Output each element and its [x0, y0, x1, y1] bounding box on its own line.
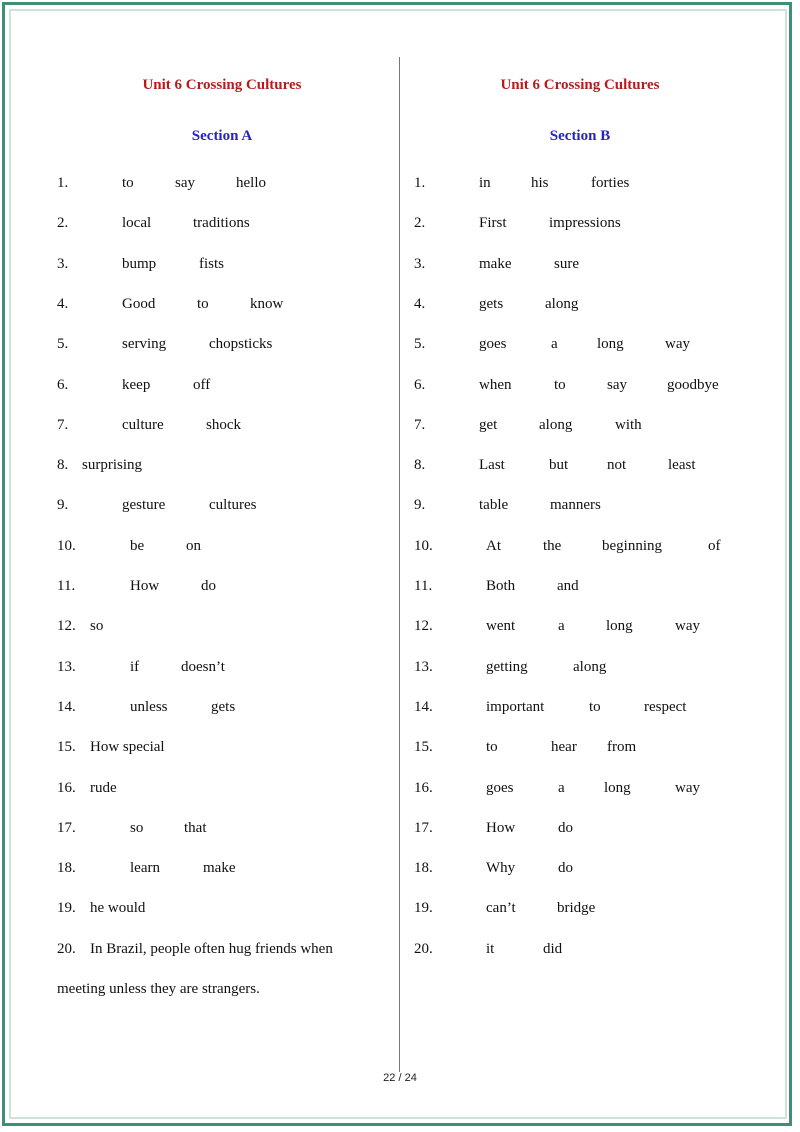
answer-number: 13. — [414, 658, 433, 675]
answer-row — [0, 938, 360, 960]
answer-word: gesture — [122, 497, 166, 514]
answer-word: rude — [90, 779, 117, 796]
unit-title-left: Unit 6 Crossing Cultures — [142, 77, 302, 93]
answer-word: goodbye — [667, 376, 719, 393]
answer-word: How special — [90, 739, 165, 756]
answer-word: sure — [554, 255, 579, 272]
answer-row — [0, 454, 360, 476]
answer-number: 14. — [57, 698, 76, 715]
answer-word: to — [589, 698, 601, 715]
answer-word: way — [665, 336, 690, 353]
answer-word: can’t — [486, 900, 516, 917]
answer-row — [0, 736, 360, 758]
section-a-title: Section A — [191, 128, 253, 144]
answer-word: along — [545, 295, 579, 312]
answer-word: long — [597, 336, 624, 353]
answer-number: 16. — [57, 779, 76, 796]
answer-number: 3. — [57, 255, 69, 272]
answer-word: goes — [479, 336, 507, 353]
answer-row — [0, 615, 360, 637]
answer-row — [357, 333, 717, 355]
answer-word: it — [486, 940, 495, 957]
answer-row — [357, 293, 717, 315]
answer-number: 18. — [57, 860, 76, 877]
answer-word: unless — [130, 698, 168, 715]
answer-row — [357, 817, 717, 839]
answer-number: 6. — [414, 376, 426, 393]
answer-number: 8. — [414, 457, 426, 474]
answer-word: so — [130, 819, 144, 836]
answer-number: 2. — [414, 215, 426, 232]
answer-word: important — [486, 698, 545, 715]
answer-number: 9. — [57, 497, 69, 514]
answer-word: How — [486, 819, 516, 836]
answer-word: know — [250, 295, 284, 312]
answer-word: chopsticks — [209, 336, 273, 353]
answer-number: 10. — [414, 537, 433, 554]
answer-row — [357, 938, 717, 960]
answer-row — [0, 333, 360, 355]
answer-word: bump — [122, 255, 157, 272]
answer-number: 18. — [414, 860, 433, 877]
answer-number: 4. — [414, 295, 426, 312]
answer-number: 9. — [414, 497, 426, 514]
answer-word: keep — [122, 376, 151, 393]
answer-row — [357, 374, 717, 396]
answer-row — [357, 777, 717, 799]
answer-word: in — [479, 175, 491, 191]
answer-word: surprising — [82, 457, 142, 474]
answer-continuation: meeting unless they are strangers. — [57, 981, 260, 997]
answer-word: did — [543, 940, 563, 957]
page-number: 22 / 24 — [383, 1072, 417, 1084]
answer-row — [0, 857, 360, 879]
answer-word: on — [186, 537, 201, 554]
unit-title-right: Unit 6 Crossing Cultures — [500, 77, 660, 93]
answer-word: learn — [130, 860, 160, 877]
answer-word: serving — [122, 336, 167, 353]
answer-word: Why — [486, 860, 516, 877]
answer-row — [357, 253, 717, 275]
answer-word: In Brazil, people often hug friends when — [90, 940, 333, 957]
answer-word: hear — [551, 739, 577, 756]
answer-word: so — [90, 618, 104, 635]
answer-word: say — [175, 175, 195, 191]
answer-number: 1. — [414, 175, 426, 191]
answer-row — [0, 374, 360, 396]
answer-word: do — [558, 819, 573, 836]
answer-word: least — [668, 457, 696, 474]
answer-word: make — [203, 860, 236, 877]
answer-word: gets — [479, 295, 504, 312]
answer-number: 12. — [414, 618, 433, 635]
answer-word: off — [193, 376, 211, 393]
answer-number: 1. — [57, 175, 69, 191]
answer-word: of — [708, 537, 721, 554]
answer-row — [357, 656, 717, 678]
answer-word: make — [479, 255, 512, 272]
answer-word: Both — [486, 578, 516, 594]
answer-word: manners — [550, 497, 601, 514]
answer-row — [357, 696, 717, 718]
answer-word: get — [479, 416, 498, 433]
answer-row — [357, 575, 717, 597]
answer-word: shock — [206, 416, 241, 433]
answer-word: getting — [486, 658, 528, 675]
answer-word: to — [554, 376, 566, 393]
answer-number: 15. — [414, 739, 433, 756]
answer-number: 17. — [414, 819, 433, 836]
answer-word: if — [130, 658, 140, 675]
answer-number: 5. — [57, 336, 69, 353]
answer-number: 15. — [57, 739, 76, 756]
answer-number: 13. — [57, 658, 76, 675]
answer-number: 5. — [414, 336, 426, 353]
answer-row — [357, 494, 717, 516]
answer-word: traditions — [193, 215, 250, 232]
answer-word: from — [607, 739, 637, 756]
answer-number: 6. — [57, 376, 69, 393]
answer-row — [0, 777, 360, 799]
answer-number: 14. — [414, 698, 433, 715]
answer-number: 8. — [57, 457, 69, 474]
answer-word: table — [479, 497, 509, 514]
answer-word: went — [486, 618, 516, 635]
answer-word: beginning — [602, 537, 662, 554]
answer-number: 20. — [414, 940, 433, 957]
answer-word: goes — [486, 779, 514, 796]
answer-number: 4. — [57, 295, 69, 312]
answer-word: First — [479, 215, 507, 232]
answer-word: gets — [211, 698, 236, 715]
answer-row — [0, 656, 360, 678]
answer-row — [0, 575, 360, 597]
answer-word: doesn’t — [181, 658, 225, 675]
answer-word: respect — [644, 698, 687, 715]
answer-row — [357, 535, 721, 557]
answer-number: 11. — [414, 578, 433, 594]
answer-word: do — [201, 578, 216, 594]
answer-word: bridge — [557, 900, 596, 917]
answer-row — [0, 696, 360, 718]
answer-word: way — [675, 779, 700, 796]
answer-word: fists — [199, 255, 225, 272]
answer-row — [0, 172, 360, 194]
answer-word: way — [675, 618, 700, 635]
answer-word: he would — [90, 900, 146, 917]
answer-word: Good — [122, 295, 156, 312]
answer-row — [357, 736, 717, 758]
answer-word: his — [531, 175, 549, 191]
answer-word: hello — [236, 175, 266, 191]
answer-word: be — [130, 537, 145, 554]
answer-number: 20. — [57, 940, 76, 957]
answer-word: culture — [122, 416, 164, 433]
answer-number: 7. — [414, 416, 426, 433]
answer-row — [357, 615, 717, 637]
answer-word: long — [604, 779, 631, 796]
answer-row — [0, 253, 360, 275]
answer-row — [0, 494, 360, 516]
answer-word: do — [558, 860, 573, 877]
answer-number: 16. — [414, 779, 433, 796]
answer-number: 7. — [57, 416, 69, 433]
answer-number: 19. — [57, 900, 76, 917]
answer-word: to — [122, 175, 134, 191]
answer-word: the — [543, 537, 562, 554]
answer-number: 19. — [414, 900, 433, 917]
answer-word: when — [479, 376, 512, 393]
answer-number: 12. — [57, 618, 76, 635]
answer-row — [0, 414, 360, 436]
answer-word: not — [607, 457, 627, 474]
answer-number: 11. — [57, 578, 76, 594]
answer-row — [357, 212, 717, 234]
answer-row — [0, 535, 360, 557]
answer-word: a — [558, 779, 565, 796]
answer-row — [357, 857, 717, 879]
answer-word: to — [486, 739, 498, 756]
answer-row — [0, 212, 360, 234]
answer-word: a — [551, 336, 558, 353]
column-divider — [399, 57, 400, 1072]
answer-word: cultures — [209, 497, 257, 514]
answer-word: a — [558, 618, 565, 635]
answer-row — [357, 414, 717, 436]
answer-row — [357, 897, 717, 919]
answer-number: 17. — [57, 819, 76, 836]
answer-word: with — [615, 416, 642, 433]
answer-row — [0, 293, 360, 315]
answer-word: forties — [591, 175, 630, 191]
answer-word: impressions — [549, 215, 621, 232]
answer-word: How — [130, 578, 160, 594]
section-b-title: Section B — [549, 128, 611, 144]
answer-number: 2. — [57, 215, 69, 232]
answer-row — [357, 454, 717, 476]
answer-word: At — [486, 537, 501, 554]
answer-row — [0, 897, 360, 919]
answer-word: long — [606, 618, 633, 635]
answer-word: and — [557, 578, 579, 594]
answer-word: Last — [479, 457, 505, 474]
answer-word: along — [539, 416, 573, 433]
answer-word: but — [549, 457, 569, 474]
answer-row — [357, 172, 717, 194]
answer-row — [0, 817, 360, 839]
answer-word: local — [122, 215, 152, 232]
answer-word: say — [607, 376, 627, 393]
answer-word: to — [197, 295, 209, 312]
answer-word: that — [184, 819, 207, 836]
answer-word: along — [573, 658, 607, 675]
answer-number: 10. — [57, 537, 76, 554]
answer-number: 3. — [414, 255, 426, 272]
